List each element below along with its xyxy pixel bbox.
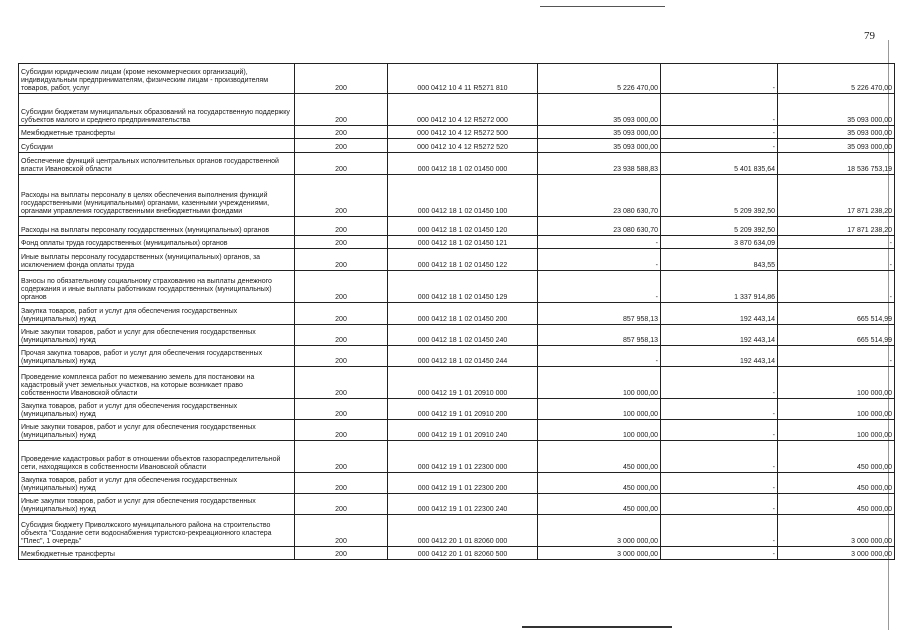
row-code: 000 0412 18 1 02 01450 000 <box>388 153 538 175</box>
row-code: 000 0412 10 4 12 R5272 500 <box>388 126 538 139</box>
table-row <box>19 94 895 126</box>
table-row <box>19 515 895 547</box>
table-row <box>19 547 895 560</box>
row-code: 000 0412 18 1 02 01450 100 <box>388 175 538 217</box>
row-col2: 192 443,14 <box>661 325 778 346</box>
row-ved: 200 <box>295 399 388 420</box>
row-ved: 200 <box>295 515 388 547</box>
row-col1: - <box>538 346 661 367</box>
row-col3: 5 226 470,00 <box>778 64 895 94</box>
row-name: Проведение кадастровых работ в отношении объектов газораспределительной сети, находящихся в собственности Ивановской области <box>19 441 295 473</box>
row-ved: 200 <box>295 217 388 236</box>
row-col3: 35 093 000,00 <box>778 139 895 153</box>
row-name: Межбюджетные трансферты <box>19 547 295 560</box>
row-col2: 1 337 914,86 <box>661 271 778 303</box>
row-col1: 100 000,00 <box>538 420 661 441</box>
row-col3: 17 871 238,20 <box>778 217 895 236</box>
row-col1: 23 080 630,70 <box>538 175 661 217</box>
row-col1: - <box>538 271 661 303</box>
table-row <box>19 367 895 399</box>
row-code: 000 0412 10 4 11 R5271 810 <box>388 64 538 94</box>
row-ved: 200 <box>295 367 388 399</box>
row-col2: 843,55 <box>661 249 778 271</box>
row-col1: - <box>538 249 661 271</box>
row-col1: 450 000,00 <box>538 473 661 494</box>
row-name: Межбюджетные трансферты <box>19 126 295 139</box>
row-col2: - <box>661 64 778 94</box>
row-name: Иные закупки товаров, работ и услуг для обеспечения государственных (муниципальных) нужд <box>19 420 295 441</box>
row-col2: 5 401 835,64 <box>661 153 778 175</box>
row-name: Закупка товаров, работ и услуг для обеспечения государственных (муниципальных) нужд <box>19 303 295 325</box>
row-col3: 17 871 238,20 <box>778 175 895 217</box>
table-row <box>19 64 895 94</box>
row-code: 000 0412 10 4 12 R5272 520 <box>388 139 538 153</box>
row-ved: 200 <box>295 346 388 367</box>
row-col2: 192 443,14 <box>661 303 778 325</box>
row-code: 000 0412 18 1 02 01450 120 <box>388 217 538 236</box>
row-ved: 200 <box>295 126 388 139</box>
row-ved: 200 <box>295 139 388 153</box>
row-name: Расходы на выплаты персоналу государственных (муниципальных) органов <box>19 217 295 236</box>
row-col3: 35 093 000,00 <box>778 126 895 139</box>
row-col2: - <box>661 515 778 547</box>
row-name: Иные закупки товаров, работ и услуг для обеспечения государственных (муниципальных) нужд <box>19 494 295 515</box>
row-ved: 200 <box>295 94 388 126</box>
row-code: 000 0412 18 1 02 01450 129 <box>388 271 538 303</box>
row-name: Прочая закупка товаров, работ и услуг для обеспечения государственных (муниципальных) нужд <box>19 346 295 367</box>
row-code: 000 0412 18 1 02 01450 121 <box>388 236 538 249</box>
row-col3: 100 000,00 <box>778 367 895 399</box>
row-col2: 3 870 634,09 <box>661 236 778 249</box>
row-ved: 200 <box>295 249 388 271</box>
row-name: Обеспечение функций центральных исполнительных органов государственной власти Ивановской области <box>19 153 295 175</box>
row-name: Субсидии бюджетам муниципальных образований на государственную поддержку субъектов малого и среднего предпринимательства <box>19 94 295 126</box>
row-code: 000 0412 18 1 02 01450 244 <box>388 346 538 367</box>
row-name: Иные выплаты персоналу государственных (муниципальных) органов, за исключением фонда оплаты труда <box>19 249 295 271</box>
row-ved: 200 <box>295 420 388 441</box>
row-name: Иные закупки товаров, работ и услуг для обеспечения государственных (муниципальных) нужд <box>19 325 295 346</box>
table-row <box>19 473 895 494</box>
row-code: 000 0412 19 1 01 22300 240 <box>388 494 538 515</box>
row-ved: 200 <box>295 64 388 94</box>
row-ved: 200 <box>295 236 388 249</box>
row-code: 000 0412 19 1 01 20910 000 <box>388 367 538 399</box>
row-col1: - <box>538 236 661 249</box>
table-row <box>19 153 895 175</box>
row-col3: 100 000,00 <box>778 399 895 420</box>
table-row <box>19 249 895 271</box>
table-row <box>19 175 895 217</box>
row-code: 000 0412 20 1 01 82060 500 <box>388 547 538 560</box>
row-col1: 857 958,13 <box>538 325 661 346</box>
table-row <box>19 399 895 420</box>
row-col3: 18 536 753,19 <box>778 153 895 175</box>
row-code: 000 0412 18 1 02 01450 240 <box>388 325 538 346</box>
row-col2: - <box>661 94 778 126</box>
scan-artifact-top <box>540 6 665 7</box>
row-col2: - <box>661 473 778 494</box>
row-col3: - <box>778 249 895 271</box>
row-col3: 100 000,00 <box>778 420 895 441</box>
row-col2: - <box>661 126 778 139</box>
row-col1: 23 938 588,83 <box>538 153 661 175</box>
row-col1: 100 000,00 <box>538 367 661 399</box>
row-col2: - <box>661 399 778 420</box>
row-code: 000 0412 18 1 02 01450 122 <box>388 249 538 271</box>
row-col3: 450 000,00 <box>778 494 895 515</box>
table-row <box>19 236 895 249</box>
row-code: 000 0412 18 1 02 01450 200 <box>388 303 538 325</box>
budget-table <box>18 63 895 560</box>
page-number: 79 <box>864 30 875 42</box>
row-code: 000 0412 19 1 01 20910 240 <box>388 420 538 441</box>
row-ved: 200 <box>295 325 388 346</box>
row-ved: 200 <box>295 271 388 303</box>
row-col3: 665 514,99 <box>778 303 895 325</box>
row-ved: 200 <box>295 494 388 515</box>
row-col3: - <box>778 271 895 303</box>
row-col3: 35 093 000,00 <box>778 94 895 126</box>
row-name: Проведение комплекса работ по межеванию земель для постановки на кадастровый учет земельных участков, на которые возникает право собственности Ивановской области <box>19 367 295 399</box>
row-name: Субсидии юридическим лицам (кроме некоммерческих организаций), индивидуальным предпринимателям, физическим лицам - производителям товаров, работ, услуг <box>19 64 295 94</box>
row-col1: 35 093 000,00 <box>538 139 661 153</box>
row-ved: 200 <box>295 473 388 494</box>
row-col1: 857 958,13 <box>538 303 661 325</box>
table-row <box>19 420 895 441</box>
row-col2: - <box>661 547 778 560</box>
row-name: Субсидия бюджету Приволжского муниципального района на строительство объекта "Создание сети водоснабжения туристско-рекреационного кластера "Плес", 1 очередь" <box>19 515 295 547</box>
row-code: 000 0412 20 1 01 82060 000 <box>388 515 538 547</box>
row-code: 000 0412 10 4 12 R5272 000 <box>388 94 538 126</box>
row-col3: - <box>778 236 895 249</box>
row-col1: 23 080 630,70 <box>538 217 661 236</box>
row-name: Взносы по обязательному социальному страхованию на выплаты денежного содержания и иные выплаты работникам государственных (муниципальных) органов <box>19 271 295 303</box>
row-code: 000 0412 19 1 01 22300 200 <box>388 473 538 494</box>
row-name: Субсидии <box>19 139 295 153</box>
table-row <box>19 303 895 325</box>
table-row <box>19 271 895 303</box>
table-row <box>19 139 895 153</box>
row-col1: 35 093 000,00 <box>538 94 661 126</box>
row-col2: - <box>661 139 778 153</box>
row-col1: 35 093 000,00 <box>538 126 661 139</box>
table-row <box>19 494 895 515</box>
row-ved: 200 <box>295 303 388 325</box>
row-col2: - <box>661 494 778 515</box>
row-ved: 200 <box>295 153 388 175</box>
row-col1: 3 000 000,00 <box>538 515 661 547</box>
row-code: 000 0412 19 1 01 20910 200 <box>388 399 538 420</box>
row-col2: - <box>661 420 778 441</box>
table-row <box>19 441 895 473</box>
row-col3: 450 000,00 <box>778 441 895 473</box>
row-col2: 5 209 392,50 <box>661 217 778 236</box>
row-name: Закупка товаров, работ и услуг для обеспечения государственных (муниципальных) нужд <box>19 473 295 494</box>
row-col2: 5 209 392,50 <box>661 175 778 217</box>
row-col3: 3 000 000,00 <box>778 547 895 560</box>
row-ved: 200 <box>295 547 388 560</box>
row-col2: - <box>661 441 778 473</box>
row-col3: 665 514,99 <box>778 325 895 346</box>
row-ved: 200 <box>295 441 388 473</box>
table-row <box>19 325 895 346</box>
row-col3: 3 000 000,00 <box>778 515 895 547</box>
row-name: Закупка товаров, работ и услуг для обеспечения государственных (муниципальных) нужд <box>19 399 295 420</box>
row-code: 000 0412 19 1 01 22300 000 <box>388 441 538 473</box>
row-col1: 450 000,00 <box>538 494 661 515</box>
row-col2: - <box>661 367 778 399</box>
row-col1: 450 000,00 <box>538 441 661 473</box>
row-name: Фонд оплаты труда государственных (муниципальных) органов <box>19 236 295 249</box>
row-name: Расходы на выплаты персоналу в целях обеспечения выполнения функций государственными (муниципальными) органами, казенными учреждениями, органами управления государственными внебюджетными фондами <box>19 175 295 217</box>
row-col2: 192 443,14 <box>661 346 778 367</box>
row-col1: 100 000,00 <box>538 399 661 420</box>
table-row <box>19 346 895 367</box>
row-col1: 3 000 000,00 <box>538 547 661 560</box>
row-ved: 200 <box>295 175 388 217</box>
row-col3: 450 000,00 <box>778 473 895 494</box>
table-row <box>19 126 895 139</box>
row-col1: 5 226 470,00 <box>538 64 661 94</box>
scan-artifact-bottom <box>522 626 672 628</box>
table-row <box>19 217 895 236</box>
row-col3: - <box>778 346 895 367</box>
